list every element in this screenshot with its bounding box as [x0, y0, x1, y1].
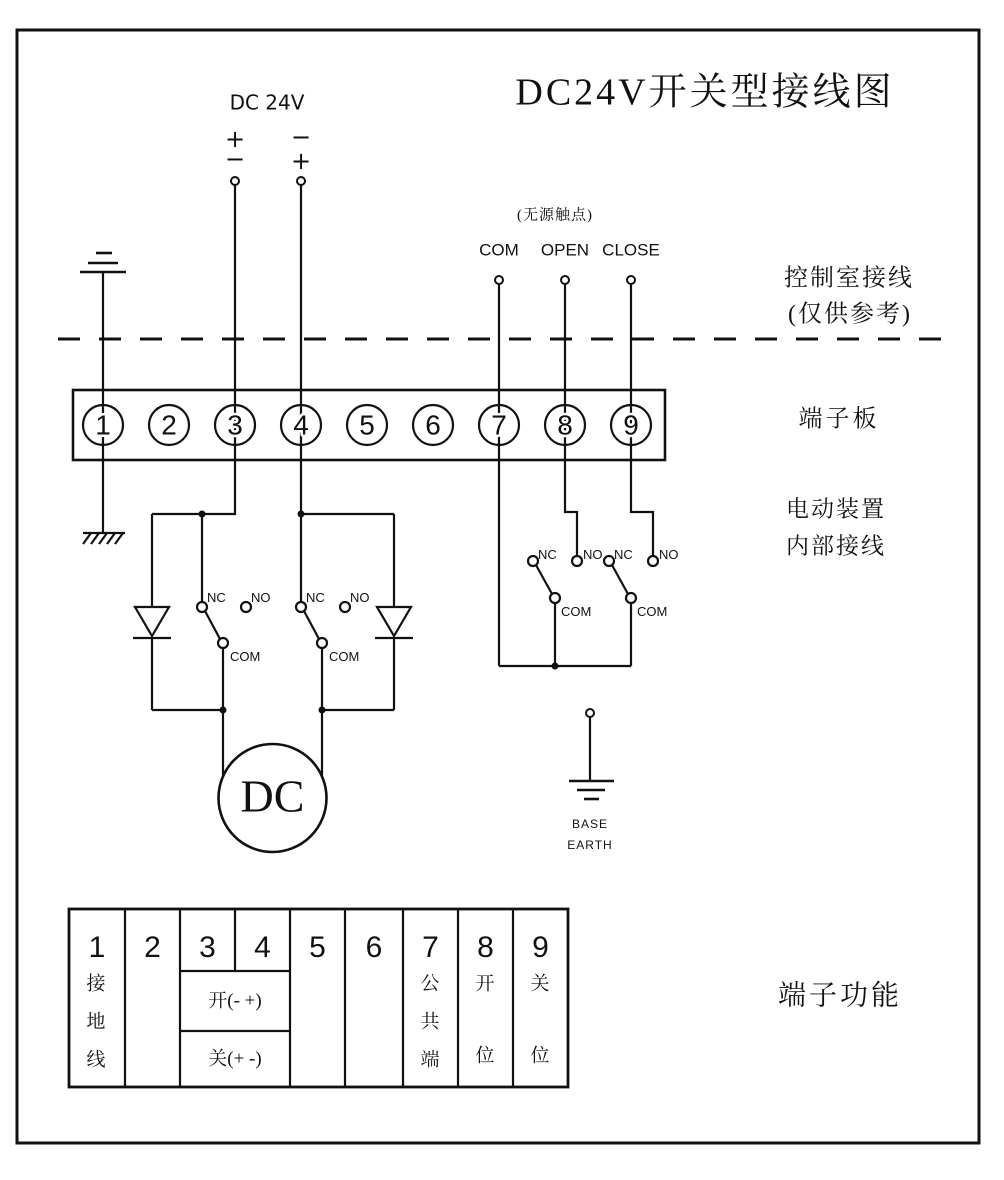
polarity-left-top: + [224, 125, 246, 153]
motor-label: DC [240, 770, 305, 822]
diode-triangle [377, 607, 411, 636]
table-cell-open-pos: 开 [475, 973, 495, 995]
junction-dot [220, 707, 227, 714]
terminal-number: 7 [491, 409, 507, 441]
earth-ground-icon [80, 253, 126, 272]
table-number: 8 [477, 930, 494, 964]
table-number: 1 [88, 930, 106, 964]
no-label: NO [659, 547, 679, 562]
dc-motor-icon [219, 744, 327, 852]
power-terminal-node [231, 177, 239, 185]
limit-switch-2 [296, 590, 370, 664]
page-title: DC24V开关型接线图 [515, 71, 895, 114]
power-terminal-node [297, 177, 305, 185]
terminal-board [73, 390, 665, 460]
junction-dot [199, 511, 206, 518]
hatch-stroke [107, 533, 115, 544]
close-label: CLOSE [602, 240, 660, 260]
device-note-line1: 电动装置 [786, 496, 886, 522]
hatch-stroke [115, 533, 123, 544]
hatch-stroke [99, 533, 107, 544]
limit-switch-4 [604, 547, 679, 619]
nc-contact [296, 602, 306, 612]
open-terminal-node [561, 276, 569, 284]
nc-label: NC [207, 590, 226, 605]
base-earth-icon [567, 781, 614, 852]
polarity-right-top: − [290, 123, 312, 151]
terminal-number: 9 [623, 409, 639, 441]
power-supply-label: DC 24V [229, 90, 305, 115]
nc-label: NC [306, 590, 325, 605]
com-contact [218, 638, 228, 648]
limit-switch-3 [528, 547, 603, 619]
junction-dot [319, 707, 326, 714]
no-contact [648, 556, 658, 566]
no-contact [241, 602, 251, 612]
terminal-number: 6 [425, 409, 441, 441]
nc-label: NC [614, 547, 633, 562]
terminal-board-note: 端子板 [798, 406, 880, 433]
junction-dots [199, 511, 559, 714]
table-number: 2 [144, 930, 161, 964]
terminal-number: 1 [95, 409, 111, 441]
nc-contact [197, 602, 207, 612]
table-number: 5 [309, 930, 326, 964]
diode-2-icon [375, 607, 413, 638]
junction-dot [552, 663, 559, 670]
control-room-note-line2: (仅供参考) [788, 301, 912, 328]
base-earth-label-1: BASE [571, 817, 609, 832]
hatch-stroke [83, 533, 91, 544]
switch-arm [612, 565, 628, 594]
table-number: 9 [532, 930, 549, 964]
nc-label: NC [538, 547, 557, 562]
diode-triangle [135, 607, 169, 636]
nc-contact [528, 556, 538, 566]
table-number: 6 [365, 930, 383, 964]
table-cell-common: 公 [420, 973, 440, 995]
junction-dot [298, 511, 305, 518]
table-cell-common: 共 [420, 1011, 440, 1033]
base-earth-label-2: EARTH [567, 838, 613, 853]
table-cell-ground: 接 [86, 973, 106, 995]
com-label: COM [479, 240, 519, 260]
table-cell-ground: 线 [86, 1049, 106, 1071]
com-terminal-node [495, 276, 503, 284]
no-contact [340, 602, 350, 612]
wiring [103, 185, 653, 781]
terminal-function-table [69, 909, 568, 1087]
chassis-ground-icon [83, 533, 125, 544]
no-label: NO [350, 590, 370, 605]
no-label: NO [583, 547, 603, 562]
terminal-number: 2 [161, 409, 177, 441]
table-number: 3 [199, 930, 216, 964]
terminal-function-note: 端子功能 [777, 980, 903, 1012]
com-label: COM [637, 604, 668, 619]
terminal-number: 8 [557, 409, 573, 441]
wire-terminal3 [152, 185, 235, 514]
terminal-number: 5 [359, 409, 375, 441]
hatch-stroke [91, 533, 99, 544]
polarity-right-bottom: + [290, 147, 312, 175]
switch-arm [536, 565, 552, 594]
table-cell-close-polarity: 关(+ -) [208, 1048, 262, 1070]
com-contact [317, 638, 327, 648]
switch-arm [304, 611, 319, 639]
diode-1-icon [133, 607, 171, 638]
com-contact [550, 593, 560, 603]
passive-contact-note: (无源触点) [517, 207, 593, 224]
close-terminal-node [627, 276, 635, 284]
control-room-note-line1: 控制室接线 [784, 265, 914, 292]
table-cell-close-pos: 位 [530, 1045, 550, 1067]
switch-arm [205, 611, 220, 639]
table-cell-ground: 地 [86, 1011, 106, 1033]
com-label: COM [329, 649, 360, 664]
open-label: OPEN [540, 240, 590, 260]
side-annotations [778, 265, 914, 1012]
base-earth-node [586, 709, 594, 717]
table-cell-common: 端 [420, 1049, 440, 1071]
com-label: COM [230, 649, 261, 664]
limit-switch-1 [197, 590, 271, 664]
no-contact [572, 556, 582, 566]
table-cell-open-pos: 位 [475, 1045, 495, 1067]
power-supply-labels [225, 91, 311, 176]
table-cell-open-polarity: 开(- +) [208, 990, 262, 1012]
polarity-left-bottom: − [224, 145, 246, 173]
com-contact [626, 593, 636, 603]
device-note-line2: 内部接线 [786, 533, 886, 559]
nc-contact [604, 556, 614, 566]
table-number: 4 [254, 930, 271, 964]
control-contact-labels [479, 205, 660, 259]
table-number: 7 [422, 930, 439, 964]
no-label: NO [251, 590, 271, 605]
table-cell-close-pos: 关 [530, 973, 550, 995]
terminal-number: 3 [227, 409, 243, 441]
terminal-number: 4 [293, 409, 309, 441]
com-label: COM [561, 604, 592, 619]
